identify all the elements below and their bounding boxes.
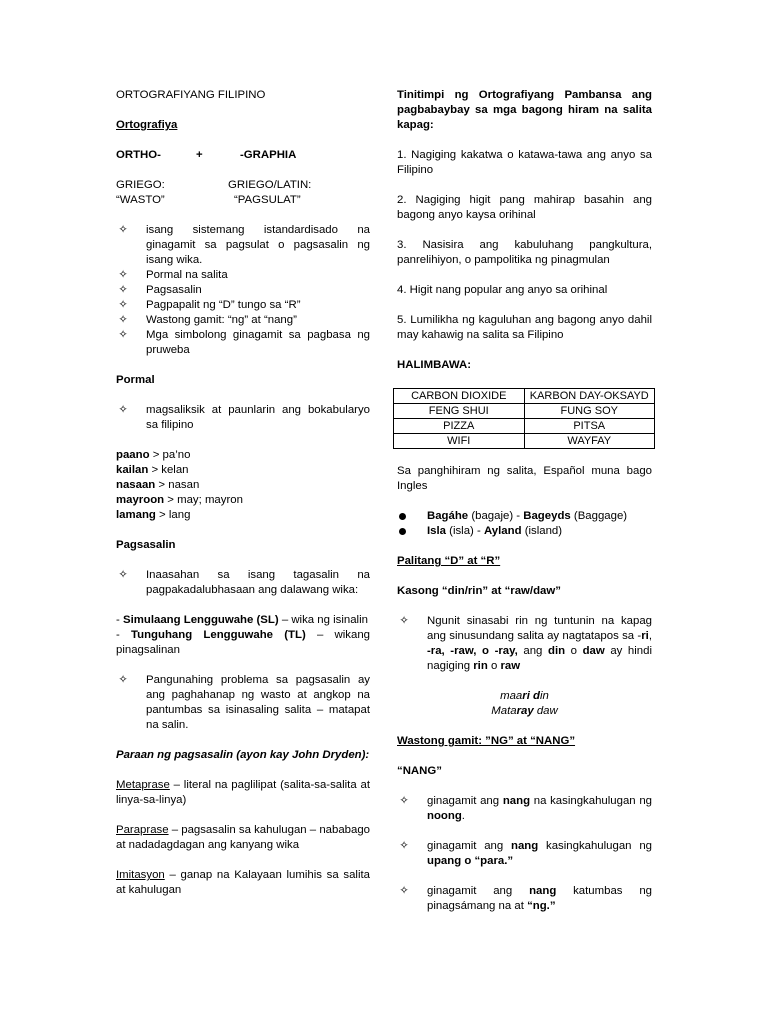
ortografiya-list xyxy=(116,223,370,358)
paraan-heading: Paraan ng pagsasalin (ayon kay John Dryden): xyxy=(116,749,370,761)
list-item: paano > pa’no xyxy=(116,449,191,461)
diamond-icon: ✧ xyxy=(118,404,128,416)
numbered-item: 4. Higit nang popular ang anyo sa orihinal xyxy=(397,284,608,296)
table-row xyxy=(394,419,655,434)
list-item: ✧ Wastong gamit: “ng” at “nang” xyxy=(116,313,370,328)
origin-row-2: “WASTO” “PAGSULAT” xyxy=(116,194,301,206)
diamond-icon: ✧ xyxy=(118,284,128,296)
nang-bullet: ✧ ginagamit ang nang katumbas ng pinagsámang na at “ng.” xyxy=(397,884,652,914)
metaprase-def: Metaprase – literal na paglilipat (salita-sa-salita at linya-sa-linya) xyxy=(116,779,370,806)
table-row xyxy=(394,434,655,449)
diamond-icon: ✧ xyxy=(118,269,128,281)
tinitimpi-heading: Tinitimpi ng Ortografiyang Pambansa ang pagbabaybay sa mga bagong hiram na salita kapag: xyxy=(397,89,652,131)
diamond-icon: ✧ xyxy=(118,674,128,686)
paraprase-def: Paraprase – pagsasalin sa kahulugan – nababago at nadadagdagan ang kanyang wika xyxy=(116,824,370,851)
pormal-bullet: ✧ magsaliksik at paunlarin ang bokabularyo sa filipino xyxy=(116,403,370,433)
nang-bullet: ✧ ginagamit ang nang na kasingkahulugan ng noong. xyxy=(397,794,652,824)
ortho-formula: ORTHO- + -GRAPHIA xyxy=(116,149,297,161)
imitasyon-def: Imitasyon – ganap na Kalayaan lumihis sa salita at kahulugan xyxy=(116,869,370,896)
example-mataray-daw: Mataray daw xyxy=(491,705,558,717)
diamond-icon: ✧ xyxy=(118,224,128,236)
panghihiram-text: Sa panghihiram ng salita, Español muna bago Ingles xyxy=(397,465,652,492)
word-list xyxy=(116,448,370,523)
bullet-dot-icon xyxy=(399,513,406,520)
diamond-icon: ✧ xyxy=(118,329,128,341)
list-item: lamang > lang xyxy=(116,509,191,521)
problema-bullet: ✧ Pangunahing problema sa pagsasalin ay ang paghahanap ng wasto at angkop na pantumbas sa isinasaling salita – matapat na salin. xyxy=(116,673,370,733)
bullet-dot-icon xyxy=(399,528,406,535)
list-item: nasaan > nasan xyxy=(116,479,200,491)
ortografiya-heading: Ortografiya xyxy=(116,119,178,131)
loanword-table xyxy=(393,388,655,449)
list-item: ✧ Pormal na salita xyxy=(116,268,370,283)
list-item: ✧ Mga simbolong ginagamit sa pagbasa ng pruweba xyxy=(116,328,370,358)
example-maaari-din: maari din xyxy=(500,690,549,702)
kasong-heading: Kasong “din/rin” at “raw/daw” xyxy=(397,585,561,597)
diamond-icon: ✧ xyxy=(118,314,128,326)
right-column xyxy=(397,88,652,914)
table-cell: FUNG SOY xyxy=(524,404,655,419)
doc-title: ORTOGRAFIYANG FILIPINO xyxy=(116,89,266,101)
list-item: ✧ Pagpapalit ng “D” tungo sa “R” xyxy=(116,298,370,313)
palitang-heading: Palitang “D” at “R” xyxy=(397,555,501,567)
numbered-item: 5. Lumilikha ng kaguluhan ang bagong anyo dahil may kahawig na salita sa Filipino xyxy=(397,314,652,341)
table-cell: CARBON DIOXIDE xyxy=(394,389,525,404)
origin-row-1: GRIEGO: GRIEGO/LATIN: xyxy=(116,179,312,191)
numbered-item: 2. Nagiging higit pang mahirap basahin ang bagong anyo kaysa orihinal xyxy=(397,194,652,221)
diamond-icon: ✧ xyxy=(399,615,409,627)
list-item: Bagáhe (bagaje) - Bageyds (Baggage) xyxy=(397,509,652,524)
nang-bullet: ✧ ginagamit ang nang kasingkahulugan ng upang o “para.” xyxy=(397,839,652,869)
list-item: ✧ isang sistemang istandardisado na ginagamit sa pagsulat o pagsasalin ng isang wika. xyxy=(116,223,370,268)
left-column xyxy=(116,88,370,898)
list-item: kailan > kelan xyxy=(116,464,189,476)
diamond-icon: ✧ xyxy=(118,299,128,311)
table-row xyxy=(394,404,655,419)
pagsasalin-heading: Pagsasalin xyxy=(116,539,176,551)
table-cell: FENG SHUI xyxy=(394,404,525,419)
diamond-icon: ✧ xyxy=(399,885,409,897)
table-cell: WIFI xyxy=(394,434,525,449)
wastong-heading: Wastong gamit: ”NG” at “NANG” xyxy=(397,735,576,747)
table-cell: PIZZA xyxy=(394,419,525,434)
diamond-icon: ✧ xyxy=(399,795,409,807)
table-cell: WAYFAY xyxy=(524,434,655,449)
diamond-icon: ✧ xyxy=(399,840,409,852)
pagsasalin-bullet: ✧ Inaasahan sa isang tagasalin na pagpakadalubhasaan ang dalawang wika: xyxy=(116,568,370,598)
pormal-heading: Pormal xyxy=(116,374,155,386)
numbered-item: 1. Nagiging kakatwa o katawa-tawa ang anyo sa Filipino xyxy=(397,149,652,176)
nang-heading: “NANG” xyxy=(397,765,442,777)
tl-line: - Tunguhang Lengguwahe (TL) – wikang pinagsalinan xyxy=(116,629,370,656)
ngunit-bullet: ✧ Ngunit sinasabi rin ng tuntunin na kapag ang sinusundang salita ay nagtatapos sa -ri, -ra, -raw, o -ray, ang din o daw ay hindi nagiging rin o raw xyxy=(397,614,652,674)
list-item: ✧ Pagsasalin xyxy=(116,283,370,298)
halimbawa-heading: HALIMBAWA: xyxy=(397,359,472,371)
numbered-item: 3. Nasisira ang kabuluhang pangkultura, panrelihiyon, o pampolitika ng pinagmulan xyxy=(397,239,652,266)
list-item: Isla (isla) - Ayland (island) xyxy=(397,524,652,539)
sl-line: - Simulaang Lengguwahe (SL) – wika ng isinalin xyxy=(116,614,368,626)
table-cell: PITSA xyxy=(524,419,655,434)
table-cell: KARBON DAY-OKSAYD xyxy=(524,389,655,404)
diamond-icon: ✧ xyxy=(118,569,128,581)
table-row xyxy=(394,389,655,404)
list-item: mayroon > may; mayron xyxy=(116,494,243,506)
